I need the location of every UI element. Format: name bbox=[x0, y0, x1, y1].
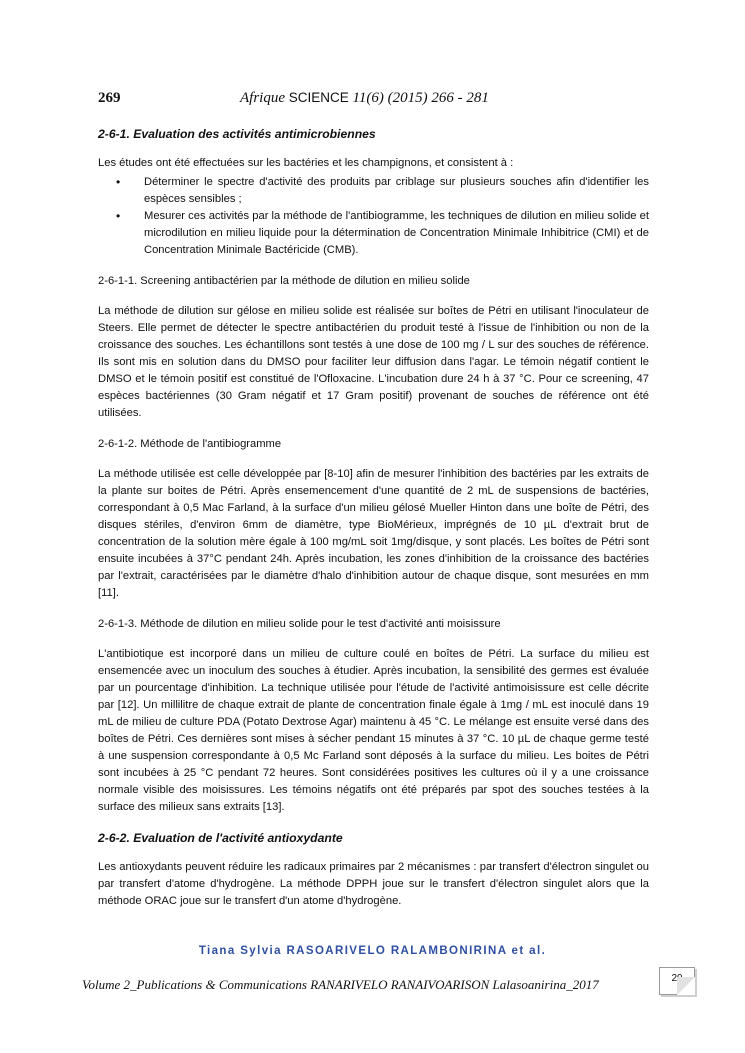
list-item: • Déterminer le spectre d'activité des produits par criblage sur plusieurs souches afin d'identifier les espèces sensibles ; bbox=[140, 174, 649, 208]
objectives-list bbox=[98, 174, 649, 259]
author-line: Tiana Sylvia RASOARIVELO RALAMBONIRINA et al. bbox=[198, 945, 547, 957]
section-heading-2-6-1-3: 2-6-1-3. Méthode de dilution en milieu solide pour le test d'activité anti moisissure bbox=[98, 618, 501, 630]
footer-text: Volume 2_Publications & Communications RANARIVELO RANAIVOARISON Lalasoanirina_2017 bbox=[82, 977, 599, 992]
journal-name: SCIENCE bbox=[288, 90, 349, 105]
section-2-6-1-intro: Les études ont été effectuées sur les bactéries et les champignons, et consistent à : bbox=[98, 157, 514, 169]
section-2-6-1-3-paragraph: L'antibiotique est incorporé dans un milieu de culture coulé en boîtes de Pétri. La surface du milieu est ensemencée avec un inoculum des souches à étudier. Après incubation, la sensibilité des germes est évaluée par un pourcentage d'inhibition. La technique utilisée pour l'étude de l'activité antimoisissure est celle décrite par [12]. Un millilitre de chaque extrait de plante de concentration finale égale à 1mg / mL est inoculé dans 19 mL de milieu de culture PDA (Potato Dextrose Agar) maintenu à 45 °C. Le mélange est ensuite versé dans des boîtes de Pétri. Ces dernières sont mises à sécher pendant 15 minutes à 37 °C. 10 µL de chaque germe testé à une suspension correspondante à 0,5 Mc Farland sont déposés à la surface du milieu. Les boites de Pétri sont incubées à 25 °C pendant 72 heures. Sont considérées positives les cultures où il y a une croissance normale visible des moisissures. Les témoins négatifs ont été préparés par spot des souches testées à la surface des milieux sans extraits [13]. bbox=[98, 648, 649, 813]
section-heading-2-6-1: 2-6-1. Evaluation des activités antimicrobiennes bbox=[98, 127, 376, 141]
footer-page-number: 29 bbox=[671, 973, 683, 984]
journal-reference: 11(6) (2015) 266 - 281 bbox=[352, 90, 489, 106]
page-curl-icon bbox=[677, 977, 695, 995]
journal-italic-word: Afrique bbox=[240, 90, 285, 106]
section-heading-2-6-2: 2-6-2. Evaluation de l'activité antioxydante bbox=[98, 831, 343, 845]
header-page-number: 269 bbox=[98, 90, 121, 106]
list-item: • Mesurer ces activités par la méthode de l'antibiogramme, les techniques de dilution en milieu solide et microdilution en milieu liquide pour la détermination de Concentration Minimale Inhibitrice (CMI) et de Concentration Minimale Bactéricide (CMB). bbox=[140, 208, 649, 259]
article-body bbox=[98, 126, 649, 924]
section-2-6-1-2-paragraph: La méthode utilisée est celle développée par [8-10] afin de mesurer l'inhibition des bactéries par les extraits de la plante sur boites de Pétri. Après ensemencement d'une quantité de 2 mL de suspensions de bactéries, correspondant à 0,5 Mac Farland, à la surface d'un milieu gélosé Mueller Hinton dans une boîte de Pétri, des disques stériles, d'environ 6mm de diamètre, type BioMérieux, imprégnés de 10 µL d'extrait brut de concentration de la solution mère égale à 100 mg/mL soit 1mg/disque, y sont placés. Les boîtes de Pétri sont ensuite incubées à 37°C pendant 24h. Après incubation, les zones d'inhibition de la croissance des bactéries par l'extrait, caractérisées par le diamètre d'halo d'inhibition autour de chaque disque, sont mesurées en mm [11]. bbox=[98, 468, 649, 599]
section-2-6-1-1-paragraph: La méthode de dilution sur gélose en milieu solide est réalisée sur boîtes de Pétri en utilisant l'inoculateur de Steers. Elle permet de détecter le spectre antibactérien du produit testé à l'issue de l'inhibition ou non de la croissance des souches. Les échantillons sont testés à une dose de 100 mg / L sur des souches de référence. Ils sont mis en solution dans du DMSO pour faciliter leur diffusion dans l'agar. Le témoin négatif contient le DMSO et le témoin positif est constitué de l'Ofloxacine. L'incubation dure 24 h à 37 °C. Pour ce screening, 47 espèces bactériennes (30 Gram négatif et 17 Gram positif) provenant de souches de référence ont été utilisées. bbox=[98, 305, 649, 419]
section-2-6-2-paragraph: Les antioxydants peuvent réduire les radicaux primaires par 2 mécanismes : par transfert d'électron singulet ou par transfert d'atome d'hydrogène. La méthode DPPH joue sur le transfert d'électron singulet alors que la méthode ORAC joue sur le transfert d'un atome d'hydrogène. bbox=[98, 861, 649, 907]
section-heading-2-6-1-1: 2-6-1-1. Screening antibactérien par la méthode de dilution en milieu solide bbox=[98, 275, 470, 287]
section-heading-2-6-1-2: 2-6-1-2. Méthode de l'antibiogramme bbox=[98, 438, 282, 450]
footer-page-box bbox=[659, 967, 695, 995]
header-journal-title bbox=[240, 90, 489, 107]
